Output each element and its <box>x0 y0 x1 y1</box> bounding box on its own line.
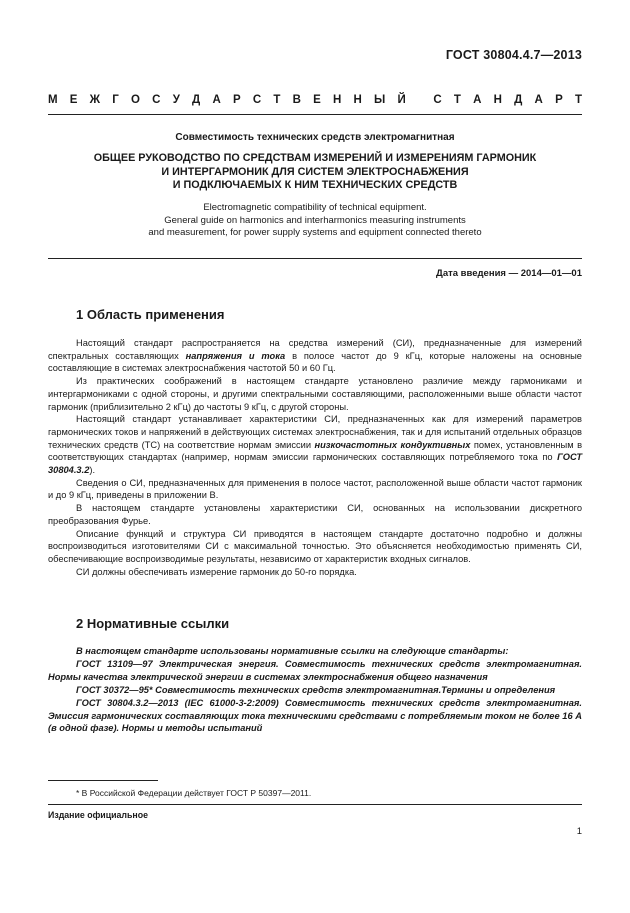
paragraph: СИ должны обеспечивать измерение гармоник до 50-го порядка. <box>76 566 357 577</box>
banner-letter: С <box>433 94 442 106</box>
title-line-1: ОБЩЕЕ РУКОВОДСТВО ПО СРЕДСТВАМ ИЗМЕРЕНИЙ И ИЗМЕРЕНИЯМ ГАРМОНИК <box>93 152 537 164</box>
emphasis-run: напряжения и тока <box>185 350 286 361</box>
banner-letter: Т <box>453 94 461 106</box>
paragraph <box>48 413 582 477</box>
banner-letter <box>418 94 421 106</box>
section-1-heading: 1 Область применения <box>76 307 225 322</box>
footnote-rule <box>48 780 158 781</box>
banner-letter: Е <box>69 94 78 106</box>
footnote: * В Российской Федерации действует ГОСТ Р 50397—2011. <box>76 788 312 798</box>
text-run: ). <box>89 465 96 476</box>
banner-letter: Ы <box>374 94 386 106</box>
section-2-body <box>48 645 582 735</box>
reference-run: ГОСТ 30804.3.2 <box>48 452 582 476</box>
paragraph: В настоящем стандарте установлены характеристики СИ, основанных на использовании дискретного преобразования Фурье. <box>48 503 582 526</box>
banner-letter: Р <box>232 94 241 106</box>
standard-title <box>48 152 582 193</box>
banner-letter: С <box>252 94 262 106</box>
introduction-date: Дата введения — 2014—01—01 <box>436 268 582 279</box>
banner-letter: М <box>48 94 58 106</box>
reference-intro: В настоящем стандарте использованы нормативные ссылки на следующие стандарты: <box>76 646 509 656</box>
title-line-3: И ПОДКЛЮЧАЕМЫХ К НИМ ТЕХНИЧЕСКИХ СРЕДСТВ <box>172 179 458 191</box>
footer-rule <box>48 804 582 805</box>
banner-letter: Р <box>555 94 563 106</box>
reference-item: ГОСТ 30372—95* Совместимость технических средств электромагнитная.Термины и определения <box>76 684 556 695</box>
banner-letter: В <box>292 94 301 106</box>
section-1-body <box>48 337 582 578</box>
standard-subtitle: Совместимость технических средств электромагнитная <box>175 132 455 143</box>
title-line-2: И ИНТЕРГАРМОНИК ДЛЯ СИСТЕМ ЭЛЕКТРОСНАБЖЕНИЯ <box>161 165 469 178</box>
text-run: Настоящий стандарт распространяется на средства измерений (СИ), предназначенные для измерений спектральных составляющих <box>48 338 582 361</box>
english-title-line-1: Electromagnetic compatibility of technical equipment. <box>203 202 427 213</box>
banner-letter: А <box>534 94 543 106</box>
banner-letter: Н <box>353 94 362 106</box>
document-code: ГОСТ 30804.4.7—2013 <box>445 48 582 62</box>
banner-letter: О <box>131 94 140 106</box>
banner-letter: А <box>473 94 482 106</box>
banner-letter: Т <box>273 94 281 106</box>
banner-letter: Д <box>192 94 201 106</box>
english-title-line-2: General guide on harmonics and interharmonics measuring instruments <box>164 214 466 226</box>
banner-letter: Д <box>514 94 523 106</box>
banner-letter: Т <box>574 94 582 106</box>
banner-letter: Й <box>397 94 406 106</box>
paragraph: Из практических соображений в настоящем стандарте установлено различие между гармониками и интергармониками с одной стороны, и другими спектральными составляющими, расположенными выше области частот гармоник (приблизительно 2 кГц) до частоты 9 кГц, с другой стороны. <box>48 376 582 412</box>
banner-letter: Г <box>112 94 119 106</box>
official-edition-label: Издание официальное <box>48 810 148 820</box>
text-run: в полосе частот до 9 кГц, которые наложены на основные составляющие в системах электроснабжения частотой 50 и 60 Гц. <box>48 350 582 374</box>
banner-letter: У <box>172 94 180 106</box>
paragraph <box>48 337 582 375</box>
english-title <box>48 202 582 240</box>
english-title-line-3: and measurement, for power supply systems and equipment connected thereto <box>148 227 482 238</box>
emphasis-run: низкочастотных кондуктивных <box>314 439 471 450</box>
reference-item: ГОСТ 13109—97 Электрическая энергия. Совместимость технических средств электромагнитная. Нормы качества электрической энергии в системах электроснабжения общего назначения <box>48 658 582 682</box>
banner-letter: Е <box>313 94 321 106</box>
text-run: Настоящий стандарт устанавливает характеристики СИ, предназначенных как для измерений параметров гармонических токов и напряжений в действующих системах электроснабжения, так и для испытаний отдельных образцов технических средств (ТС) на соответствие нормам эмиссии <box>48 414 582 450</box>
section-2-heading: 2 Нормативные ссылки <box>76 616 230 631</box>
reference-item: ГОСТ 30804.3.2—2013 (IEC 61000-3-2:2009) Совместимость технических средств электромагнитная. Эмиссия гармонических составляющих тока техническими средствами с потребляемым током не более 16 А (в одной фазе). Нормы и методы испытаний <box>48 697 582 734</box>
banner-letter: Н <box>493 94 502 106</box>
banner-letter: С <box>152 94 161 106</box>
title-rule <box>48 258 582 259</box>
page-number: 1 <box>576 826 582 837</box>
banner-letter: Ж <box>89 94 101 106</box>
banner-letter: Н <box>332 94 342 106</box>
header-rule <box>48 114 582 115</box>
paragraph: Сведения о СИ, предназначенных для применения в полосе частот, расположенной выше области частот гармоник и до 9 кГц, приведены в приложении В. <box>48 477 582 501</box>
paragraph: Описание функций и структура СИ приводятся в настоящем стандарте достаточно подробно и должны воспроизводиться изготовителями СИ с максимальной точностью. Это объясняется необходимостью применять СИ, обеспечивающие воспроизводимые результаты, независимо от характеристик входных сигналов. <box>48 528 582 564</box>
text-run: помех, установленным в соответствующих стандартах (например, нормам эмиссии гармонических составляющих потребляемого тока по <box>48 439 583 463</box>
banner-letter: А <box>212 94 221 106</box>
standard-type-banner <box>48 94 582 106</box>
